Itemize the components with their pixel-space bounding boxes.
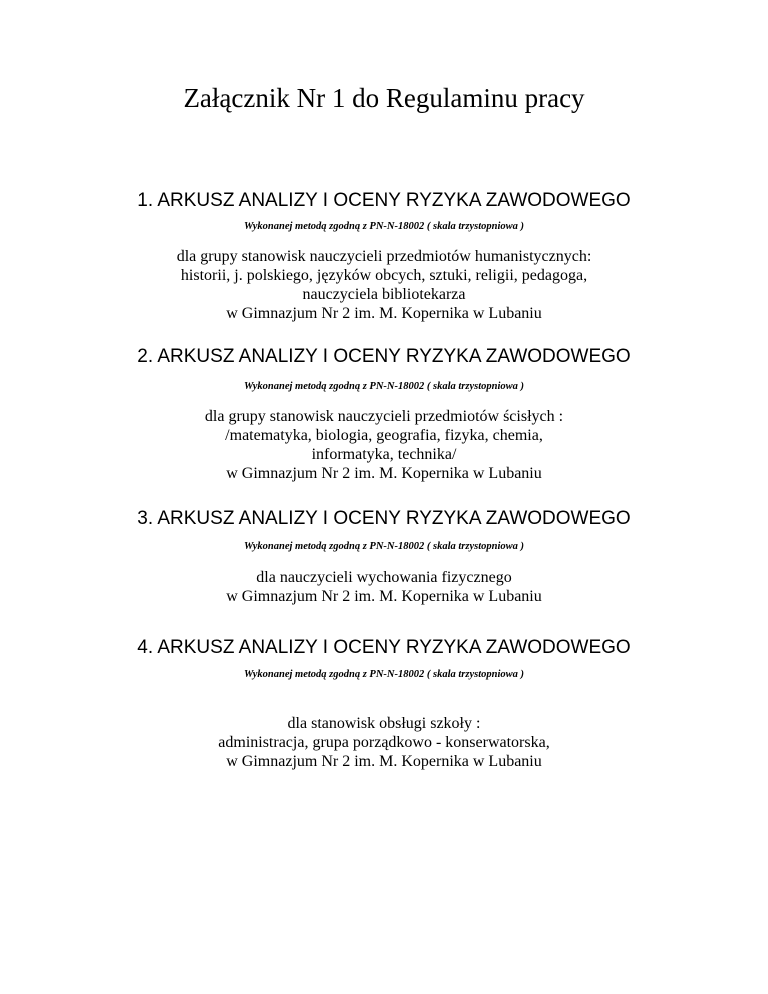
risk-sheet-section-2: [0, 345, 768, 483]
description-line: informatyka, technika/: [311, 446, 457, 463]
page-title: Załącznik Nr 1 do Regulaminu pracy: [183, 83, 585, 113]
section-method-note: Wykonanej metodą zgodną z PN-N-18002 ( skala trzystopniowa ): [243, 221, 524, 232]
section-method-note: Wykonanej metodą zgodną z PN-N-18002 ( skala trzystopniowa ): [243, 669, 524, 680]
risk-sheet-section-1: [0, 189, 768, 323]
description-line: historii, j. polskiego, języków obcych, sztuki, religii, pedagoga,: [180, 267, 588, 284]
section-description: [0, 407, 768, 483]
section-description: [0, 714, 768, 771]
description-line: dla stanowisk obsługi szkoły :: [287, 715, 481, 732]
description-line: w Gimnazjum Nr 2 im. M. Kopernika w Lubaniu: [226, 753, 542, 770]
description-line: /matematyka, biologia, geografia, fizyka, chemia,: [225, 427, 543, 444]
risk-sheet-section-4: [0, 636, 768, 771]
description-line: w Gimnazjum Nr 2 im. M. Kopernika w Lubaniu: [226, 588, 542, 605]
section-description: [0, 568, 768, 606]
section-description: [0, 247, 768, 323]
section-heading: 4. ARKUSZ ANALIZY I OCENY RYZYKA ZAWODOWEGO: [137, 637, 631, 658]
description-line: nauczyciela bibliotekarza: [302, 286, 466, 303]
section-method-note: Wykonanej metodą zgodną z PN-N-18002 ( skala trzystopniowa ): [243, 381, 524, 392]
section-method-note: Wykonanej metodą zgodną z PN-N-18002 ( skala trzystopniowa ): [243, 541, 524, 552]
description-line: w Gimnazjum Nr 2 im. M. Kopernika w Lubaniu: [226, 465, 542, 482]
risk-sheet-section-3: [0, 507, 768, 606]
description-line: dla grupy stanowisk nauczycieli przedmiotów humanistycznych:: [176, 248, 592, 265]
description-line: dla grupy stanowisk nauczycieli przedmiotów ścisłych :: [204, 408, 564, 425]
description-line: administracja, grupa porządkowo - konserwatorska,: [218, 734, 550, 751]
description-line: dla nauczycieli wychowania fizycznego: [256, 569, 512, 586]
section-heading: 3. ARKUSZ ANALIZY I OCENY RYZYKA ZAWODOWEGO: [137, 508, 631, 529]
description-line: w Gimnazjum Nr 2 im. M. Kopernika w Lubaniu: [226, 305, 542, 322]
section-heading: 2. ARKUSZ ANALIZY I OCENY RYZYKA ZAWODOWEGO: [137, 346, 631, 367]
section-heading: 1. ARKUSZ ANALIZY I OCENY RYZYKA ZAWODOWEGO: [137, 190, 631, 211]
